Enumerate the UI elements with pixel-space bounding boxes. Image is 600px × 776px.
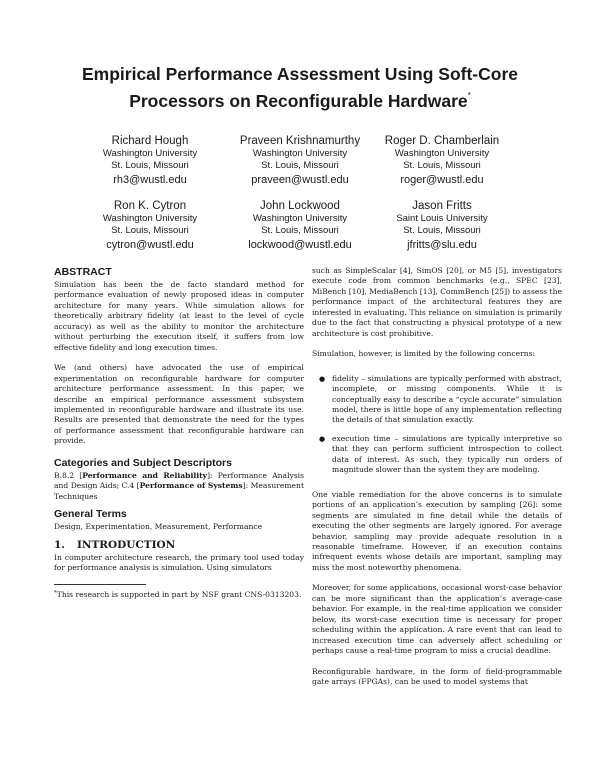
author-location: St. Louis, Missouri bbox=[111, 159, 189, 171]
section-title: INTRODUCTION bbox=[76, 538, 176, 551]
paper-title bbox=[40, 64, 560, 112]
title-footnote-marker: * bbox=[467, 91, 471, 100]
author-location: St. Louis, Missouri bbox=[261, 159, 339, 171]
author-name: Richard Hough bbox=[111, 135, 189, 147]
footnote-text: This research is supported in part by NSF grant CNS-0313203. bbox=[56, 589, 302, 599]
author-location: St. Louis, Missouri bbox=[261, 224, 339, 236]
title-line-2: Processors on Reconfigurable Hardware bbox=[129, 91, 468, 111]
list-item bbox=[312, 434, 562, 476]
bullet-icon: ● bbox=[319, 434, 326, 443]
author-email[interactable]: rh3@wustl.edu bbox=[113, 174, 187, 186]
body-paragraph: Moreover, for some applications, occasional worst-case behavior can be more significant than the application’s average-case behavior. For example, in the real-time application we consider below, its worst-case execution time is necessary for proper scheduling within the application. A rare event that can lead to increased execution time can adversely affect scheduling or perhaps cause a real-time program to miss a crucial deadline. bbox=[312, 583, 562, 656]
author-affiliation: Washington University bbox=[252, 148, 348, 159]
section-number: 1. bbox=[54, 538, 65, 551]
categories-term: Performance and Reliability bbox=[82, 470, 208, 480]
author-name: Praveen Krishnamurthy bbox=[239, 135, 361, 147]
abstract-paragraph: Simulation has been the de facto standard method for performance evaluation of newly proposed ideas in computer architecture for many years. While simulation allows for theoretically arbitrary fidelity (at least to the level of cycle accuracy) as well as the ability to monitor the architecture without perturbing the execution itself, it suffers from low effective fidelity and long execution times. bbox=[54, 280, 304, 352]
author-location: St. Louis, Missouri bbox=[403, 159, 481, 171]
introduction-heading bbox=[54, 539, 304, 552]
author-email[interactable]: praveen@wustl.edu bbox=[251, 174, 349, 186]
author-email[interactable]: lockwood@wustl.edu bbox=[248, 239, 352, 251]
introduction-paragraph: In computer architecture research, the primary tool used today for performance analysis is simulation. Using simulators bbox=[54, 552, 304, 573]
categories-text bbox=[54, 471, 304, 502]
categories-heading: Categories and Subject Descriptors bbox=[54, 456, 232, 469]
right-column bbox=[312, 266, 562, 697]
author-email[interactable]: jfritts@slu.edu bbox=[407, 239, 477, 251]
general-terms-heading: General Terms bbox=[54, 508, 127, 521]
categories-code: B.8.2 [ bbox=[54, 470, 83, 480]
body-paragraph: Reconfigurable hardware, in the form of field-programmable gate arrays (FPGAs), can be used to model systems that bbox=[312, 666, 562, 686]
footnote bbox=[54, 588, 304, 600]
body-paragraph: such as SimpleScalar [4], SimOS [20], or M5 [5], investigators execute code from common benchmarks (e.g., SPEC [23], MiBench [10], MediaBench [13], CommBench [25]) to assess the performance impact of the architectural features they are interested in evaluating. This reliance on simulation is primarily due to the fact that constructing a physical prototype of a new architecture is cost prohibitive. bbox=[312, 266, 562, 338]
author-affiliation: Washington University bbox=[102, 213, 198, 224]
author-email[interactable]: cytron@wustl.edu bbox=[106, 239, 194, 251]
author-email[interactable]: roger@wustl.edu bbox=[400, 174, 484, 186]
author-affiliation: Washington University bbox=[394, 148, 490, 159]
abstract-heading: ABSTRACT bbox=[54, 266, 112, 278]
author-affiliation: Washington University bbox=[252, 213, 348, 224]
author-name: Ron K. Cytron bbox=[113, 200, 187, 212]
footnote-marker: * bbox=[54, 589, 57, 596]
abstract-paragraph: We (and others) have advocated the use of empirical experimentation on reconfigurable hardware for computer architecture performance assessment. In this paper, we describe an empirical performance assessment subsystem implemented in reconfigurable hardware and illustrate its use. Results are presented that demonstrate the need for the types of performance assessment that reconfigurable hardware can provide. bbox=[54, 363, 304, 446]
general-terms-text: Design, Experimentation, Measurement, Performance bbox=[54, 522, 263, 532]
author-location: St. Louis, Missouri bbox=[403, 224, 481, 236]
author-name: Roger D. Chamberlain bbox=[384, 135, 500, 147]
list-item bbox=[312, 374, 562, 426]
author-affiliation: Washington University bbox=[102, 148, 198, 159]
categories-code: ]: Measurement Techniques bbox=[54, 481, 304, 501]
body-paragraph: Simulation, however, is limited by the following concerns: bbox=[312, 349, 536, 359]
author-name: Jason Fritts bbox=[412, 200, 472, 212]
left-column bbox=[54, 266, 304, 610]
author-name: John Lockwood bbox=[260, 200, 340, 212]
author-affiliation: Saint Louis University bbox=[396, 213, 488, 224]
body-paragraph: One viable remediation for the above concerns is to simulate portions of an application’s execution by sampling [26]: some segments are simulated in fine detail while the details of executing the other segments are largely ignored. For average behavior, sampling may provide adequate resolution in a reasonable timeframe. However, if an execution contains infrequent events whose details are important, sampling may miss the most noteworthy phenomena. bbox=[312, 489, 562, 572]
author-location: St. Louis, Missouri bbox=[111, 224, 189, 236]
categories-term: Performance of Systems bbox=[139, 481, 243, 491]
bullet-icon: ● bbox=[319, 374, 326, 383]
title-line-1: Empirical Performance Assessment Using Soft-Core bbox=[81, 64, 518, 84]
footnote-divider bbox=[54, 584, 146, 585]
author-block bbox=[352, 134, 532, 188]
list-item-text: execution time – simulations are typically interpretive so that they can perform sufficient introspection to collect data of interest. As such, they typically run orders of magnitude slower than the system they are modeling. bbox=[332, 433, 562, 475]
list-item-text: fidelity – simulations are typically performed with abstract, incomplete, or missing components. While it is conceptually easy to describe a “cycle accurate” simulation model, there is little hope of any implementation reflecting the details of that simulation exactly. bbox=[332, 373, 562, 425]
categories-code: ]: Performance Analysis and Design Aids; C.4 [ bbox=[54, 470, 305, 491]
author-block bbox=[352, 199, 532, 253]
concerns-list bbox=[312, 374, 562, 476]
